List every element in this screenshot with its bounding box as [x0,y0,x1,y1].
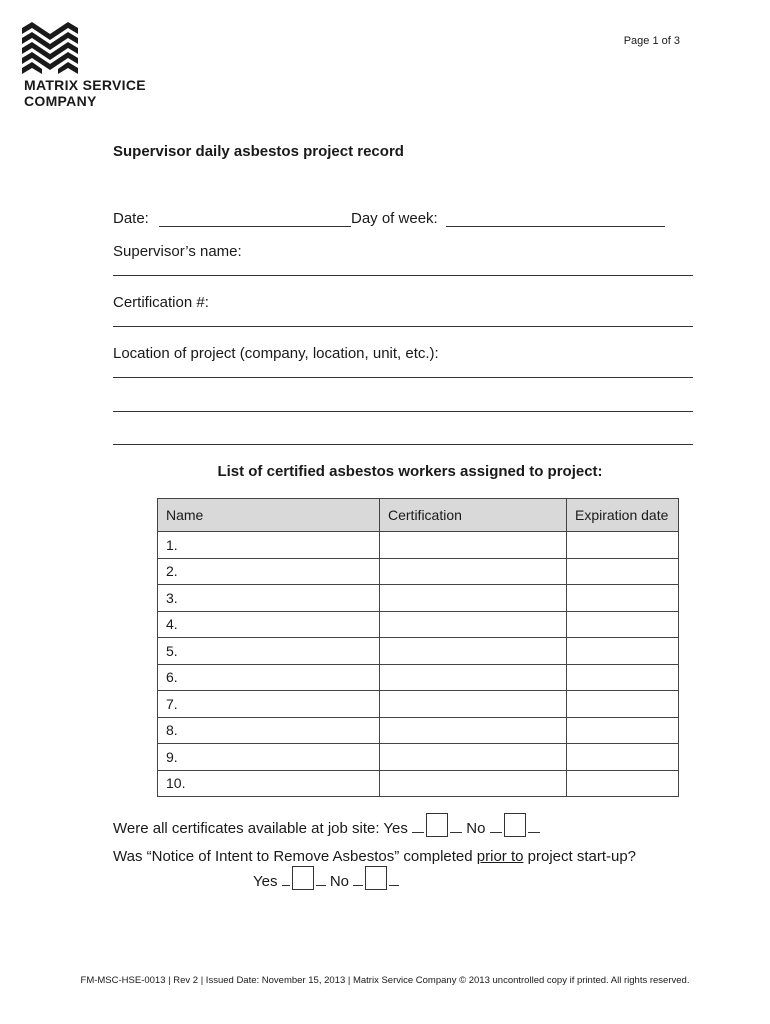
row-number[interactable]: 2. [158,558,380,585]
expiration-cell[interactable] [567,770,679,797]
supervisor-name-label: Supervisor’s name: [113,243,242,260]
location-field-line-3[interactable] [113,444,693,445]
table-row [158,744,679,771]
table-row [158,664,679,691]
location-label: Location of project (company, location, unit, etc.): [113,345,439,362]
certification-cell[interactable] [380,532,567,559]
form-title: Supervisor daily asbestos project record [113,143,404,160]
company-logo-icon [22,22,78,74]
row-number[interactable]: 5. [158,638,380,665]
table-row [158,532,679,559]
table-row [158,717,679,744]
expiration-cell[interactable] [567,611,679,638]
certification-cell[interactable] [380,638,567,665]
certification-cell[interactable] [380,744,567,771]
certificates-no-label: No [466,820,486,837]
table-row [158,611,679,638]
table-row [158,638,679,665]
row-number[interactable]: 9. [158,744,380,771]
row-number[interactable]: 10. [158,770,380,797]
day-of-week-label: Day of week: [351,210,438,227]
notice-of-intent-answers [253,866,399,890]
workers-table-title: List of certified asbestos workers assigned to project: [217,463,603,480]
certification-label: Certification #: [113,294,209,311]
notice-no-checkbox[interactable] [365,866,387,890]
expiration-cell[interactable] [567,638,679,665]
expiration-cell[interactable] [567,717,679,744]
certification-cell[interactable] [380,691,567,718]
certificates-question-text: Were all certificates available at job site: Yes [113,820,408,837]
table-row [158,558,679,585]
expiration-cell[interactable] [567,558,679,585]
row-number[interactable]: 7. [158,691,380,718]
notice-of-intent-question: Was “Notice of Intent to Remove Asbestos” completed prior to project start-up? [113,848,637,865]
location-field-line-2[interactable] [113,411,693,412]
row-number[interactable]: 6. [158,664,380,691]
expiration-cell[interactable] [567,664,679,691]
expiration-cell[interactable] [567,585,679,612]
document-footer: FM-MSC-HSE-0013 | Rev 2 | Issued Date: November 15, 2013 | Matrix Service Company © 2013 uncontrolled copy if printed. All rights reserved. [80,975,690,986]
certificates-no-checkbox[interactable] [504,813,526,837]
expiration-cell[interactable] [567,744,679,771]
certification-cell[interactable] [380,611,567,638]
date-field[interactable] [159,226,351,227]
table-row [158,691,679,718]
company-name: MATRIX SERVICE COMPANY [24,77,146,109]
certification-cell[interactable] [380,664,567,691]
notice-yes-label: Yes [253,873,278,890]
date-label: Date: [113,210,149,227]
expiration-cell[interactable] [567,691,679,718]
table-row [158,770,679,797]
prior-to-emphasis: prior to [476,848,524,865]
notice-no-label: No [329,873,350,890]
row-number[interactable]: 8. [158,717,380,744]
certificates-question [113,813,540,837]
notice-yes-checkbox[interactable] [292,866,314,890]
row-number[interactable]: 4. [158,611,380,638]
expiration-cell[interactable] [567,532,679,559]
day-of-week-field[interactable] [446,226,665,227]
certificates-yes-checkbox[interactable] [426,813,448,837]
row-number[interactable]: 1. [158,532,380,559]
column-header-name: Name [158,499,380,532]
table-row [158,585,679,612]
row-number[interactable]: 3. [158,585,380,612]
column-header-expiration-date: Expiration date [567,499,679,532]
certification-field[interactable] [113,326,693,327]
certification-cell[interactable] [380,717,567,744]
supervisor-name-field[interactable] [113,275,693,276]
page-number: Page 1 of 3 [623,35,680,47]
certification-cell[interactable] [380,770,567,797]
location-field-line-1[interactable] [113,377,693,378]
certification-cell[interactable] [380,585,567,612]
column-header-certification: Certification [380,499,567,532]
certification-cell[interactable] [380,558,567,585]
workers-table [157,498,679,797]
table-header-row [158,499,679,532]
